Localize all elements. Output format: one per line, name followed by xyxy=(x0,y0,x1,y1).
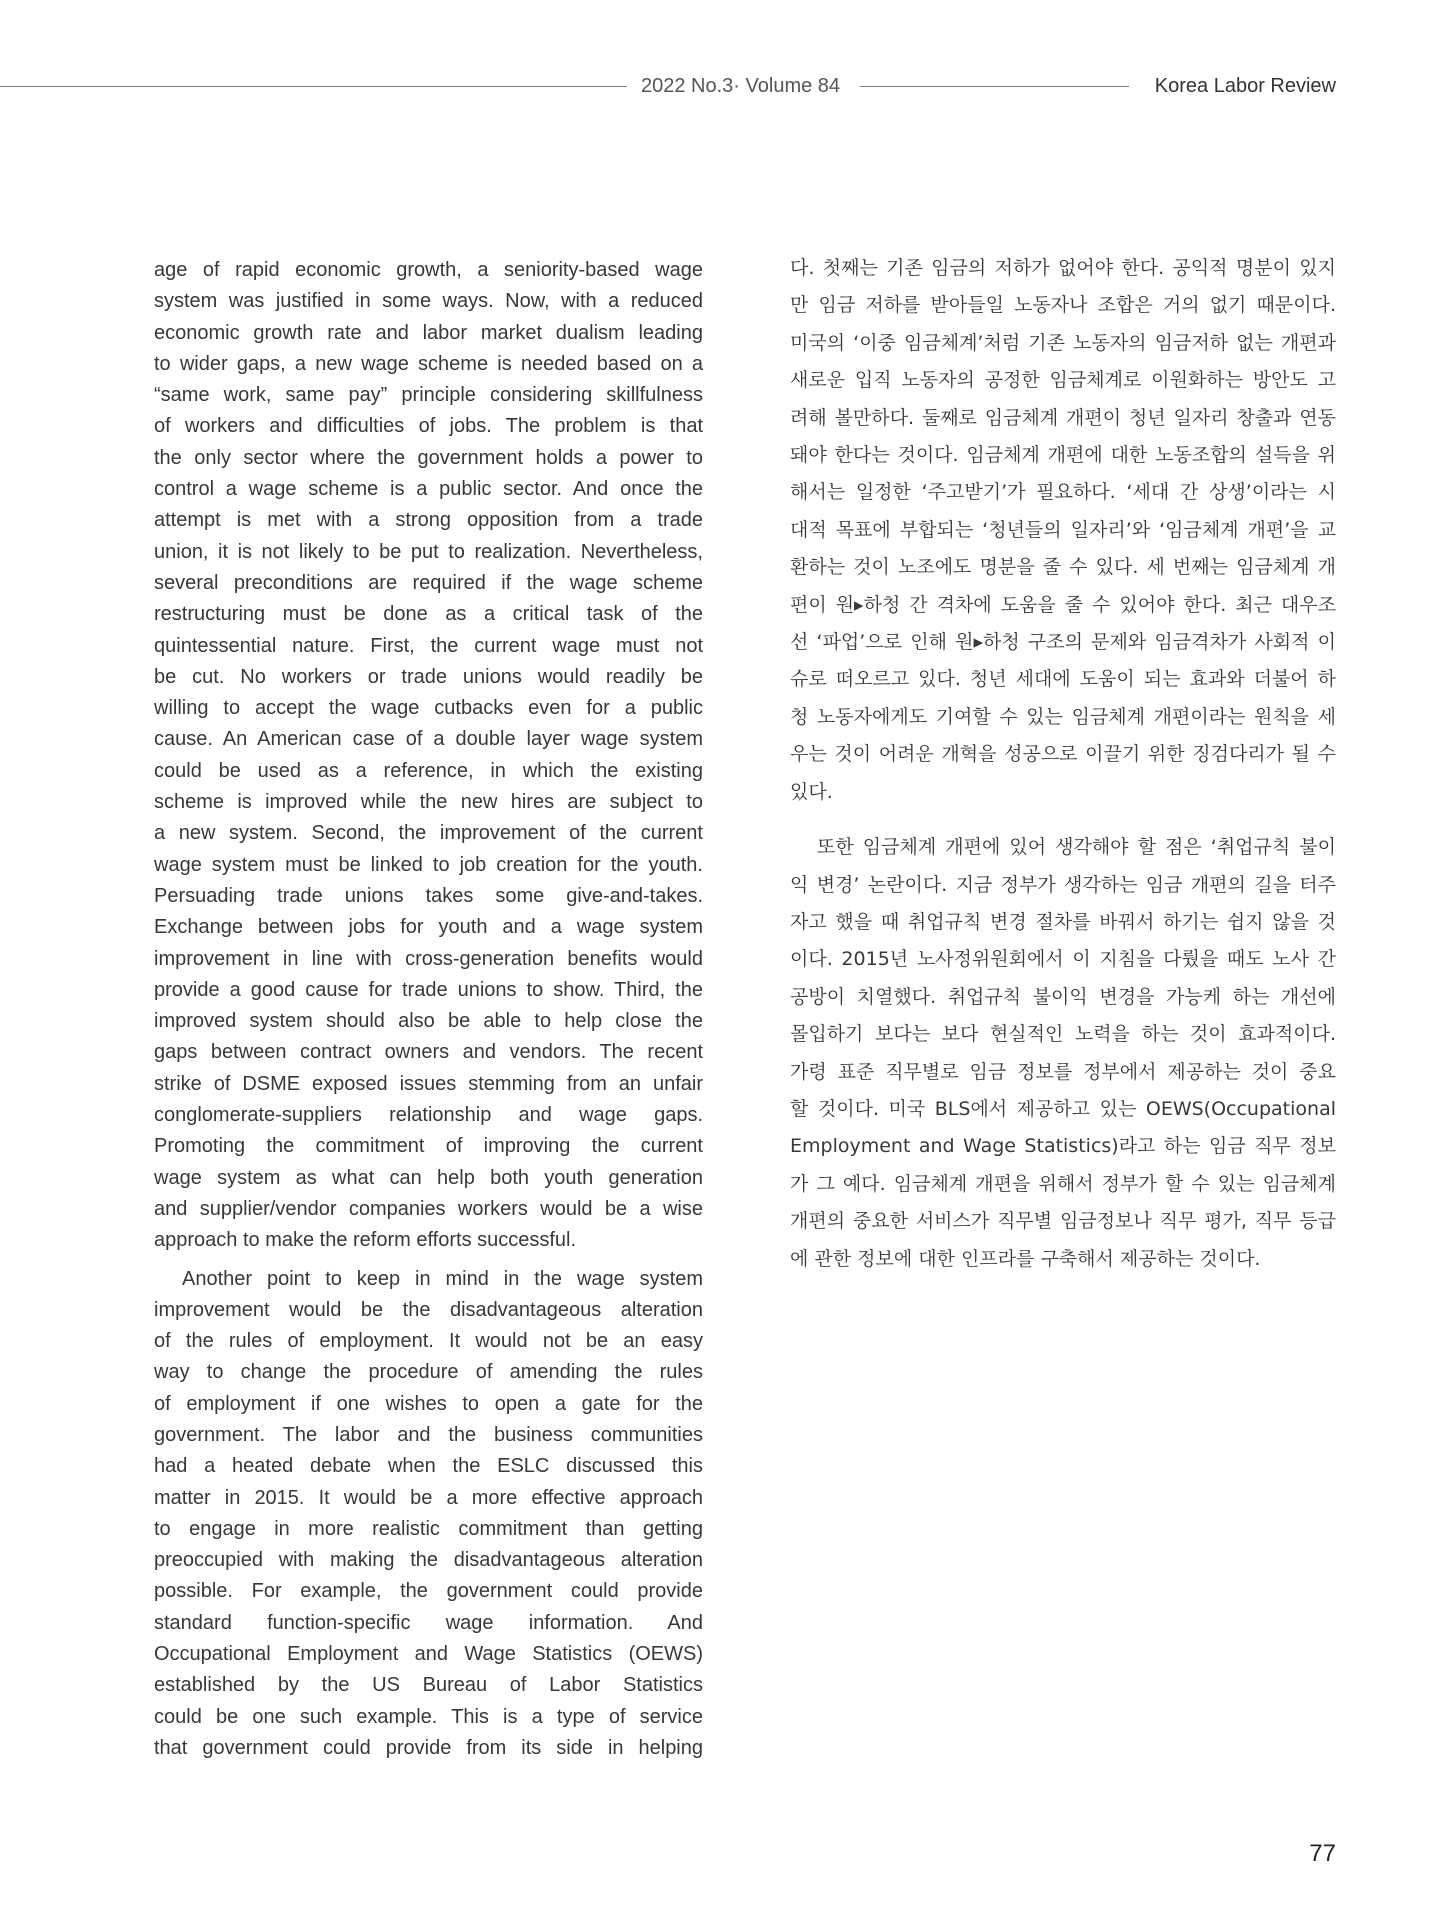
text-line-content: way to change the procedure of amending the rules xyxy=(154,1361,703,1384)
text-line xyxy=(154,1576,703,1607)
text-line xyxy=(154,944,703,975)
text-line xyxy=(790,474,1336,511)
text-line-content: 돼야 한다는 것이다. 임금체계 개편에 대한 노동조합의 설득을 위 xyxy=(790,444,1337,467)
text-line-content: union, it is not likely to be put to realization. Nevertheless, xyxy=(154,540,703,563)
text-line-content: scheme is improved while the new hires are subject to xyxy=(154,791,703,814)
text-line-content: preoccupied with making the disadvantageous alteration xyxy=(154,1549,703,1572)
text-line-content: 청 노동자에게도 기여할 수 있는 임금체계 개편이라는 원칙을 세 xyxy=(790,705,1336,728)
text-line-content: to wider gaps, a new wage scheme is needed based on a xyxy=(154,352,703,375)
text-line xyxy=(154,1295,703,1326)
text-line xyxy=(154,850,703,881)
text-line-content: possible. For example, the government could provide xyxy=(154,1580,703,1603)
text-line-content: improved system should also be able to help close the xyxy=(154,1010,703,1033)
text-line-content: improvement would be the disadvantageous alteration xyxy=(154,1298,703,1321)
text-line-content: economic growth rate and labor market dualism leading xyxy=(154,321,703,344)
text-line xyxy=(154,756,703,787)
text-line-content: 다. 첫째는 기존 임금의 저하가 없어야 한다. 공익적 명분이 있지 xyxy=(790,257,1336,279)
text-line-content: age of rapid economic growth, a seniority-based wage xyxy=(154,259,703,281)
text-line xyxy=(790,624,1336,661)
text-line-content: Occupational Employment and Wage Statistics (OEWS) xyxy=(154,1643,703,1666)
text-line-content: had a heated debate when the ESLC discussed this xyxy=(154,1455,703,1478)
text-line xyxy=(154,1451,703,1482)
text-line-content: that government could provide from its side in helping xyxy=(154,1736,704,1759)
text-line xyxy=(154,1514,703,1545)
text-line-content: 개편의 중요한 서비스가 직무별 임금정보나 직무 평가, 직무 등급 xyxy=(790,1210,1337,1233)
text-line-content: government. The labor and the business communities xyxy=(154,1423,703,1446)
text-line xyxy=(790,829,1336,866)
text-line xyxy=(154,1131,703,1162)
text-line-content: 이다. 2015년 노사정위원회에서 이 지침을 다뤘을 때도 노사 간 xyxy=(790,948,1336,971)
text-line-content: 환하는 것이 노조에도 명분을 줄 수 있다. 세 번째는 임금체계 개 xyxy=(790,556,1336,579)
text-line-content: 슈로 떠오르고 있다. 청년 세대에 도움이 되는 효과와 더불어 하 xyxy=(790,668,1336,691)
text-line-content: Employment and Wage Statistics)라고 하는 임금 직무 정보 xyxy=(790,1135,1336,1158)
paragraph xyxy=(154,1264,703,1765)
text-line-content: restructuring must be done as a critical task of the xyxy=(154,603,703,626)
text-line xyxy=(790,941,1336,978)
text-line xyxy=(154,1163,703,1194)
text-line-content: 할 것이다. 미국 BLS에서 제공하고 있는 OEWS(Occupational xyxy=(790,1097,1336,1120)
text-line-content: wage system as what can help both youth generation xyxy=(154,1166,703,1189)
text-line xyxy=(790,904,1336,941)
text-line-content: “same work, same pay” principle considering skillfulness xyxy=(154,384,703,407)
text-line xyxy=(790,362,1336,399)
text-line xyxy=(154,474,703,505)
text-line-content: the only sector where the government holds a power to xyxy=(154,446,703,469)
text-line-content: Another point to keep in mind in the wage system xyxy=(182,1267,703,1290)
text-line xyxy=(154,631,703,662)
text-line xyxy=(154,818,703,849)
text-line xyxy=(154,1264,703,1295)
text-line-content: 만 임금 저하를 받아들일 노동자나 조합은 거의 없기 때문이다. xyxy=(790,294,1336,317)
english-text-column xyxy=(154,255,703,1764)
text-line-content: Persuading trade unions takes some give-and-takes. xyxy=(154,884,703,907)
text-line xyxy=(154,1069,703,1100)
text-line-content: established by the US Bureau of Labor Statistics xyxy=(154,1674,703,1697)
text-line-content: quintessential nature. First, the current wage must not xyxy=(154,634,703,657)
text-line xyxy=(154,1733,703,1764)
text-line xyxy=(154,1357,703,1388)
text-line-content: improvement in line with cross-generation benefits would xyxy=(154,947,703,970)
header-rule-middle xyxy=(860,86,1129,87)
text-line xyxy=(154,1389,703,1420)
text-line xyxy=(790,867,1336,904)
text-line xyxy=(154,380,703,411)
text-line-content: 편이 원▸하청 간 격차에 도움을 줄 수 있어야 한다. 최근 대우조 xyxy=(790,593,1336,616)
text-line xyxy=(154,1006,703,1037)
text-line xyxy=(154,1420,703,1451)
text-line-content: control a wage scheme is a public sector. And once the xyxy=(154,478,704,501)
issue-label: 2022 No.3· Volume 84 xyxy=(641,75,841,97)
text-line-content: 미국의 ‘이중 임금체계’처럼 기존 노동자의 임금저하 없는 개편과 xyxy=(790,331,1337,354)
text-line-content: a new system. Second, the improvement of the current xyxy=(154,822,703,845)
text-line xyxy=(154,1608,703,1639)
text-line-content: 익 변경’ 논란이다. 지금 정부가 생각하는 임금 개편의 길을 터주 xyxy=(790,873,1336,896)
text-line xyxy=(154,1326,703,1357)
paragraph xyxy=(790,829,1336,1278)
text-line xyxy=(790,437,1336,474)
text-line xyxy=(790,979,1336,1016)
text-line xyxy=(154,787,703,818)
text-line-content: strike of DSME exposed issues stemming from an unfair xyxy=(154,1072,704,1095)
text-line xyxy=(790,287,1336,324)
text-line-content: 선 ‘파업’으로 인해 원▸하청 구조의 문제와 임금격차가 사회적 이 xyxy=(790,631,1336,654)
text-line xyxy=(154,568,703,599)
text-line-content: 있다. xyxy=(790,780,833,803)
text-line-content: approach to make the reform efforts successful. xyxy=(154,1229,577,1252)
text-line-content: matter in 2015. It would be a more effective approach xyxy=(154,1486,703,1509)
text-line-content: system was justified in some ways. Now, with a reduced xyxy=(154,290,703,313)
text-line xyxy=(790,1203,1336,1240)
text-line-content: several preconditions are required if the wage scheme xyxy=(154,571,703,594)
text-line xyxy=(790,1091,1336,1128)
paragraph xyxy=(790,250,1336,811)
text-line-content: 해서는 일정한 ‘주고받기’가 필요하다. ‘세대 간 상생’이라는 시 xyxy=(790,481,1336,504)
text-line xyxy=(790,587,1336,624)
text-line xyxy=(790,699,1336,736)
text-line xyxy=(790,661,1336,698)
text-line-content: wage system must be linked to job creation for the youth. xyxy=(154,853,703,876)
text-line xyxy=(154,1100,703,1131)
text-line-content: attempt is met with a strong opposition from a trade xyxy=(154,509,703,532)
text-line-content: 가 그 예다. 임금체계 개편을 위해서 정부가 할 수 있는 임금체계 xyxy=(790,1172,1336,1195)
header-rule-left xyxy=(0,86,627,87)
text-line xyxy=(154,724,703,755)
page-number: 77 xyxy=(1309,1840,1336,1867)
text-line-content: 우는 것이 어려운 개혁을 성공으로 이끌기 위한 징검다리가 될 수 xyxy=(790,743,1336,766)
text-line xyxy=(790,1054,1336,1091)
text-line-content: of employment if one wishes to open a gate for the xyxy=(154,1392,703,1415)
text-line xyxy=(154,1037,703,1068)
text-line-content: conglomerate-suppliers relationship and wage gaps. xyxy=(154,1104,703,1127)
text-line xyxy=(790,1166,1336,1203)
text-line xyxy=(790,1241,1336,1278)
korean-text-column xyxy=(790,250,1336,1278)
text-line xyxy=(154,912,703,943)
paragraph xyxy=(154,255,703,1257)
text-line xyxy=(154,881,703,912)
text-line xyxy=(790,512,1336,549)
text-line xyxy=(790,549,1336,586)
text-line-content: provide a good cause for trade unions to show. Third, the xyxy=(154,978,703,1001)
text-line xyxy=(154,505,703,536)
text-line-content: of the rules of employment. It would not be an easy xyxy=(154,1330,704,1353)
text-line-content: of workers and difficulties of jobs. The problem is that xyxy=(154,415,703,438)
journal-title: Korea Labor Review xyxy=(1154,75,1336,97)
text-line xyxy=(790,1128,1336,1165)
text-line xyxy=(154,255,703,286)
text-line-content: Promoting the commitment of improving the current xyxy=(154,1135,703,1158)
text-line-content: 또한 임금체계 개편에 있어 생각해야 할 점은 ‘취업규칙 불이 xyxy=(817,836,1336,859)
text-line-content: cause. An American case of a double layer wage system xyxy=(154,728,703,751)
text-line xyxy=(790,1016,1336,1053)
text-line xyxy=(154,1702,703,1733)
text-line-content: standard function-specific wage information. And xyxy=(154,1611,703,1634)
text-line-content: 가령 표준 직무별로 임금 정보를 정부에서 제공하는 것이 중요 xyxy=(790,1060,1336,1083)
text-line-content: 새로운 입직 노동자의 공정한 임금체계로 이원화하는 방안도 고 xyxy=(790,369,1336,392)
text-line-content: Exchange between jobs for youth and a wage system xyxy=(154,916,703,939)
text-line-content: could be used as a reference, in which the existing xyxy=(154,759,703,782)
text-line-content: 에 관한 정보에 대한 인프라를 구축해서 제공하는 것이다. xyxy=(790,1247,1261,1270)
text-line-content: be cut. No workers or trade unions would readily be xyxy=(154,665,703,688)
text-line xyxy=(154,1670,703,1701)
text-line xyxy=(154,286,703,317)
text-line xyxy=(790,774,1336,811)
text-line-content: could be one such example. This is a type of service xyxy=(154,1705,703,1728)
text-line xyxy=(790,400,1336,437)
text-line xyxy=(154,975,703,1006)
text-line-content: 공방이 치열했다. 취업규칙 불이익 변경을 가능케 하는 개선에 xyxy=(790,985,1336,1008)
text-line xyxy=(154,537,703,568)
text-line-content: 몰입하기 보다는 보다 현실적인 노력을 하는 것이 효과적이다. xyxy=(790,1023,1336,1046)
text-line-content: 려해 볼만하다. 둘째로 임금체계 개편이 청년 일자리 창출과 연동 xyxy=(790,406,1337,429)
text-line xyxy=(154,318,703,349)
text-line-content: to engage in more realistic commitment than getting xyxy=(154,1517,703,1540)
text-line xyxy=(154,1225,703,1256)
text-line xyxy=(154,1545,703,1576)
text-line xyxy=(154,1194,703,1225)
text-line-content: 자고 했을 때 취업규칙 변경 절차를 바꿔서 하기는 쉽지 않을 것 xyxy=(790,910,1336,933)
text-line xyxy=(154,1483,703,1514)
text-line xyxy=(154,443,703,474)
text-line xyxy=(790,250,1336,287)
text-line xyxy=(154,349,703,380)
text-line xyxy=(154,693,703,724)
text-line-content: 대적 목표에 부합되는 ‘청년들의 일자리’와 ‘임금체계 개편’을 교 xyxy=(790,518,1336,541)
text-line xyxy=(154,411,703,442)
text-line xyxy=(790,325,1336,362)
text-line xyxy=(154,599,703,630)
text-line-content: willing to accept the wage cutbacks even for a public xyxy=(154,697,703,720)
text-line xyxy=(154,1639,703,1670)
text-line xyxy=(790,736,1336,773)
text-line-content: and supplier/vendor companies workers would be a wise xyxy=(154,1197,703,1220)
text-line xyxy=(154,662,703,693)
text-line-content: gaps between contract owners and vendors. The recent xyxy=(154,1041,703,1064)
